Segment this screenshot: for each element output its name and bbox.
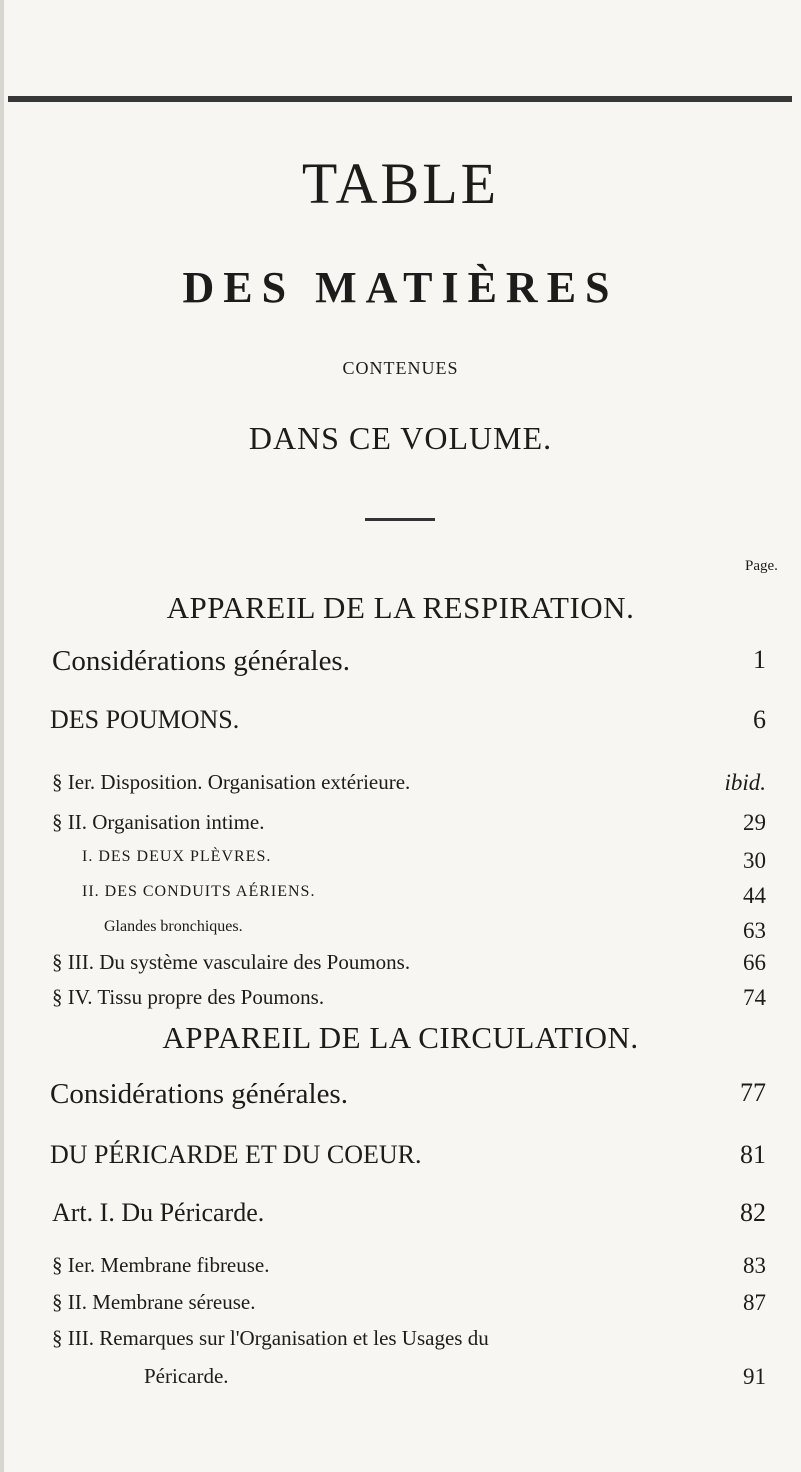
entry-label: Considérations générales. — [50, 1078, 348, 1110]
volume-line: DANS CE VOLUME. — [248, 420, 553, 456]
entry-label: Glandes bronchiques. — [104, 918, 243, 935]
entry-page: 91 — [743, 1364, 766, 1389]
entry-label: Péricarde. — [144, 1364, 229, 1388]
entry-page: 87 — [743, 1290, 766, 1315]
entry-page: 81 — [740, 1140, 766, 1169]
toc-entry[interactable] — [0, 1078, 801, 1122]
entry-label: § II. Membrane séreuse. — [52, 1290, 256, 1314]
entry-page: 1 — [753, 645, 766, 674]
contenues-line: CONTENUES — [342, 358, 459, 378]
toc-entry[interactable] — [0, 1364, 801, 1408]
entry-label: I. DES DEUX PLÈVRES. — [82, 848, 272, 865]
entry-label: § III. Du système vasculaire des Poumons. — [52, 950, 411, 974]
top-rule — [8, 96, 792, 102]
toc-entry[interactable] — [0, 645, 801, 689]
entry-page: 6 — [753, 705, 766, 734]
entry-label: § II. Organisation intime. — [52, 810, 265, 834]
entry-page: ibid. — [724, 770, 766, 795]
section-title: APPAREIL DE LA CIRCULATION. — [162, 1020, 639, 1055]
entry-page: 74 — [743, 985, 766, 1010]
divider — [365, 518, 435, 521]
entry-label: II. DES CONDUITS AÉRIENS. — [82, 883, 316, 900]
entry-page: 82 — [740, 1198, 766, 1227]
toc-entry[interactable] — [0, 770, 801, 814]
entry-page: 44 — [743, 883, 766, 908]
entry-label: DU PÉRICARDE ET DU COEUR. — [50, 1140, 422, 1169]
subtitle: DES MATIÈRES — [182, 263, 619, 312]
page-column-label: Page. — [745, 558, 778, 574]
entry-label: § Ier. Membrane fibreuse. — [52, 1253, 270, 1277]
entry-label: § Ier. Disposition. Organisation extérieure. — [52, 770, 411, 794]
title: TABLE — [301, 151, 500, 216]
entry-page: 30 — [743, 848, 766, 873]
entry-page: 77 — [740, 1078, 766, 1107]
entry-label: DES POUMONS. — [50, 705, 240, 734]
entry-page: 63 — [743, 918, 766, 943]
entry-label: Art. I. Du Péricarde. — [52, 1198, 265, 1227]
section-title: APPAREIL DE LA RESPIRATION. — [166, 590, 635, 625]
toc-entry[interactable] — [0, 1140, 801, 1184]
entry-label: § IV. Tissu propre des Poumons. — [52, 985, 325, 1009]
entry-page: 83 — [743, 1253, 766, 1278]
entry-label: Considérations générales. — [52, 645, 350, 677]
entry-page: 66 — [743, 950, 766, 975]
toc-entry[interactable] — [0, 1198, 801, 1242]
toc-entry[interactable] — [0, 705, 801, 749]
entry-page: 29 — [743, 810, 766, 835]
entry-label: § III. Remarques sur l'Organisation et les Usages du — [52, 1326, 489, 1350]
